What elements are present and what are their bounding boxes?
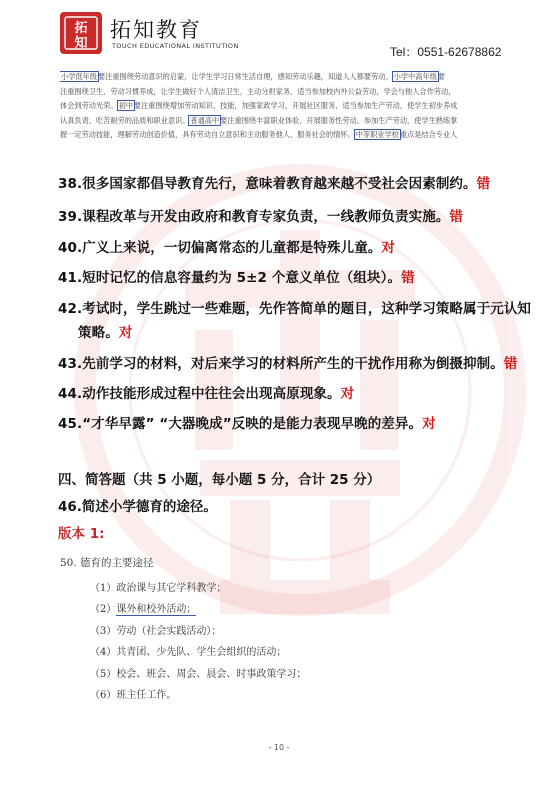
- question-text: 41.短时记忆的信息容量约为 5±2 个意义单位（组块）。: [58, 270, 402, 286]
- excerpt-text: 要注重围绕劳动意识的启蒙，让学生学习日常生活自理，感知劳动乐趣，知道人人都要劳动。: [97, 72, 393, 81]
- item-number: （2）: [90, 604, 117, 615]
- scanned-answer-item: [90, 686, 176, 701]
- highlighted-term: 中等职业学校: [355, 130, 399, 140]
- question-text: 39.课程改革与开发由政府和教育专家负责，一线教师负责实施。: [58, 209, 450, 225]
- logo-mark-icon: [60, 12, 102, 54]
- highlighted-term: 小学低年级: [61, 72, 97, 81]
- question-item: [58, 172, 490, 192]
- brand-name-en: TOUCH EDUCATIONAL INSTITUTION: [112, 42, 239, 50]
- scanned-answer-item: [90, 622, 221, 637]
- question-item: [58, 205, 463, 225]
- excerpt-line: [60, 85, 508, 100]
- question-text: 38.很多国家都倡导教育先行，意味着教育越来越不受社会因素制约。: [58, 176, 477, 192]
- question-text: 43.先前学习的材料，对后来学习的材料所产生的干扰作用称为倒摄抑制。: [58, 356, 504, 372]
- page-header: [0, 0, 558, 62]
- excerpt-line: [60, 114, 508, 129]
- item-text: 政治课与其它学科教学；: [116, 583, 227, 594]
- item-number: （6）: [90, 690, 117, 701]
- question-item: [58, 382, 354, 402]
- svg-text:知: 知: [74, 36, 88, 51]
- answer-mark: 错: [503, 356, 518, 372]
- item-text: 校会、班会、周会、晨会、时事政策学习；: [116, 669, 307, 680]
- question-text: 策略。: [78, 325, 119, 341]
- excerpt-text: 要注重围绕丰富职业体验，开展服务性劳动、参加生产劳动，使学生熟练掌: [220, 115, 458, 125]
- excerpt-text: 体会到劳动光荣。: [60, 101, 118, 111]
- excerpt-text: 注重围绕卫生、劳动习惯养成，让学生做好个人清洁卫生，主动分担家务，适当参加校内外公益劳动，学会与他人合作劳动，: [60, 86, 456, 96]
- item-text: 班主任工作。: [116, 690, 177, 701]
- section-heading: 四、简答题（共 5 小题，每小题 5 分，合计 25 分）: [58, 472, 381, 488]
- brand-logo: [60, 12, 239, 56]
- svg-text:拓: 拓: [74, 21, 88, 36]
- question-46: 46.简述小学德育的途径。: [58, 499, 217, 515]
- item-number: （4）: [90, 647, 117, 658]
- excerpt-line: [60, 70, 508, 85]
- scanned-answer-item: [90, 579, 226, 594]
- highlighted-term: 小学中高年级: [393, 72, 437, 81]
- answer-mark: 对: [422, 416, 436, 432]
- excerpt-text: 认真负责、吃苦耐劳的品质和职业意识。: [60, 115, 190, 125]
- answer-mark: 错: [449, 209, 464, 225]
- scanned-excerpt: [60, 70, 508, 143]
- question-item: [78, 321, 132, 341]
- question-item: [58, 412, 436, 432]
- item-number: （5）: [90, 669, 117, 680]
- scanned-answer-item: [90, 600, 196, 615]
- question-text: 42.考试时，学生跳过一些难题，先作答简单的题目，这种学习策略属于元认知: [58, 301, 532, 317]
- answer-mark: 错: [476, 176, 491, 192]
- scanned-answer-item: [90, 665, 306, 680]
- answer-mark: 错: [401, 270, 415, 286]
- item-number: （1）: [90, 583, 117, 594]
- question-text: 40.广义上来说，一切偏离常态的儿童都是特殊儿童。: [58, 240, 382, 256]
- brand-name-cn: 拓知教育: [110, 18, 202, 42]
- page-number: - 10 -: [268, 743, 290, 752]
- excerpt-text: 重点是结合专业人: [399, 130, 458, 140]
- scanned-answer-title: 50. 德育的主要途径: [60, 557, 154, 569]
- item-text: 课外和校外活动；: [116, 604, 197, 615]
- item-text: 劳动（社会实践活动）；: [116, 626, 222, 637]
- answer-mark: 对: [340, 386, 355, 402]
- answer-mark: 对: [118, 325, 133, 341]
- scanned-answer-item: [90, 643, 286, 658]
- question-item: [58, 236, 395, 256]
- excerpt-text: 要: [437, 72, 445, 81]
- excerpt-line: [60, 128, 508, 143]
- item-text: 共青团、少先队、学生会组织的活动；: [116, 647, 287, 658]
- answer-mark: 对: [381, 240, 396, 256]
- item-number: （3）: [90, 626, 117, 637]
- highlighted-term: 初中: [118, 101, 133, 111]
- contact-phone: Tel：0551-62678862: [390, 45, 502, 59]
- highlighted-term: 普通高中: [190, 115, 220, 125]
- question-text: 45.“才华早露” “大器晚成”反映的是能力表现早晚的差异。: [58, 416, 423, 432]
- excerpt-line: [60, 99, 508, 114]
- question-text: 44.动作技能形成过程中往往会出现高原现象。: [58, 386, 341, 402]
- excerpt-text: 要注重围绕增加劳动知识、技能，加强家政学习，开展社区服务，适当参加生产劳动，使学生初步养成: [133, 101, 458, 111]
- excerpt-text: 握一定劳动技能，理解劳动创造价值，具有劳动自立意识和主动服务他人、服务社会的情怀。: [60, 130, 355, 140]
- version-label: 版本 1:: [58, 526, 105, 542]
- question-item: [58, 297, 531, 317]
- question-item: [58, 266, 415, 286]
- question-item: [58, 352, 517, 372]
